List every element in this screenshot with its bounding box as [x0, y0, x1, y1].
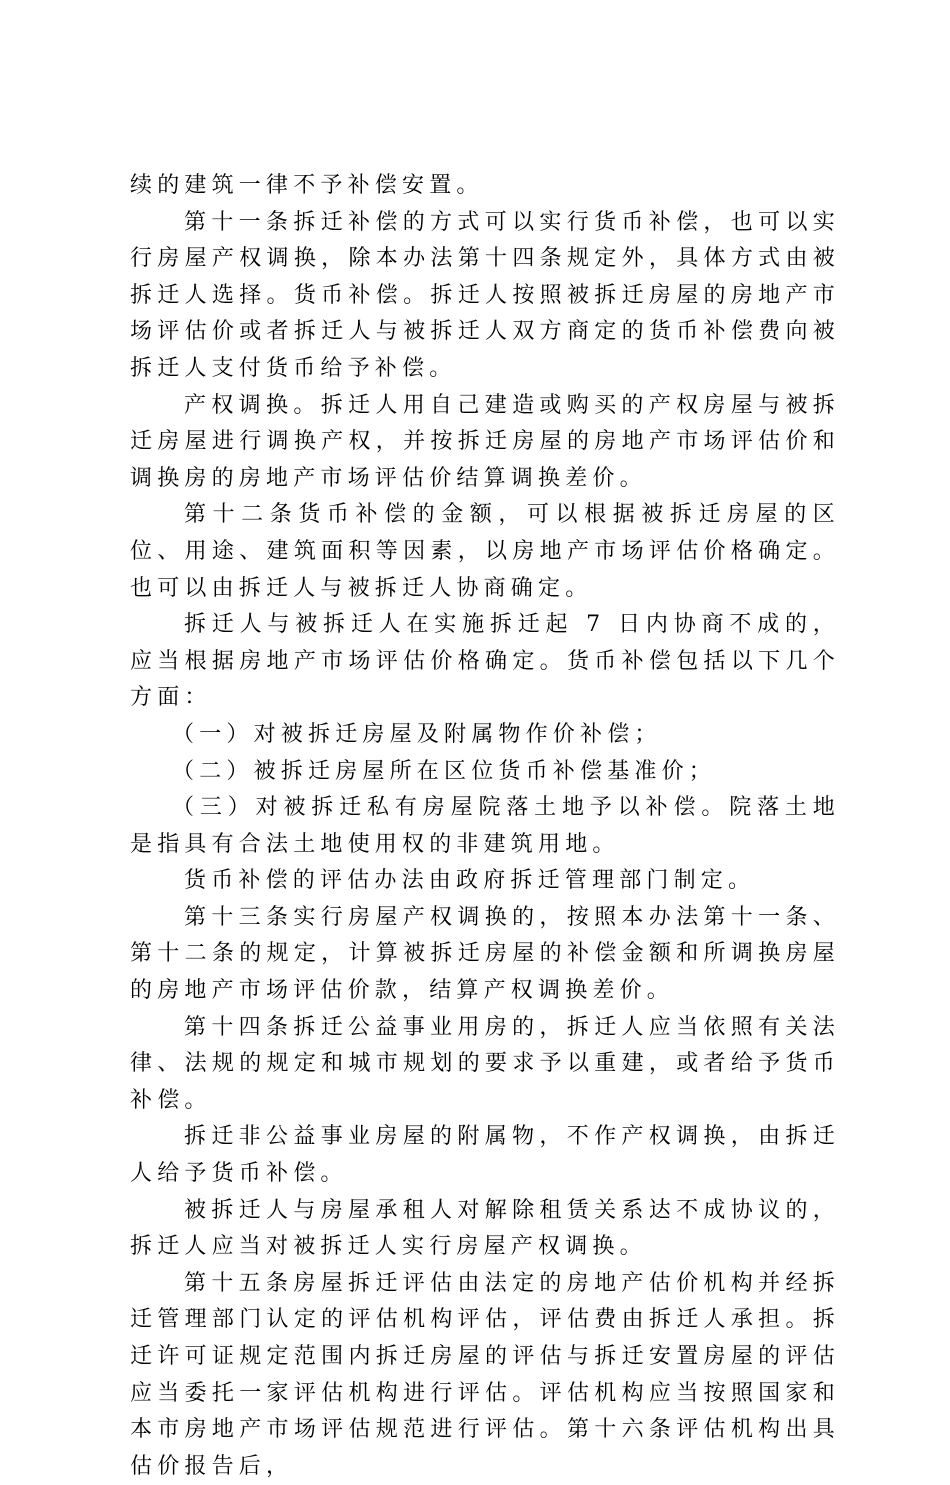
paragraph-article-12: 第十二条货币补偿的金额，可以根据被拆迁房屋的区位、用途、建筑面积等因素，以房地产市场评估价格确定。也可以由拆迁人与被拆迁人协商确定。 — [130, 502, 840, 601]
paragraph-negotiation: 拆迁人与被拆迁人在实施拆迁起 7 日内协商不成的，应当根据房地产市场评估价格确定。货币补偿包括以下几个方面： — [130, 612, 840, 711]
document-body — [130, 168, 840, 1485]
paragraph-non-public-attachments: 拆迁非公益事业房屋的附属物，不作产权调换，由拆迁人给予货币补偿。 — [130, 1124, 840, 1187]
paragraph-property-exchange: 产权调换。拆迁人用自己建造或购买的产权房屋与被拆迁房屋进行调换产权，并按拆迁房屋的房地产市场评估价和调换房的房地产市场评估价结算调换差价。 — [130, 392, 840, 491]
paragraph-evaluation-method: 货币补偿的评估办法由政府拆迁管理部门制定。 — [184, 868, 756, 894]
paragraph-article-14: 第十四条拆迁公益事业用房的，拆迁人应当依照有关法律、法规的规定和城市规划的要求予以重建，或者给予货币补偿。 — [130, 1014, 840, 1113]
list-item-2: （二）被拆迁房屋所在区位货币补偿基准价； — [172, 758, 717, 784]
paragraph-article-15: 第十五条房屋拆迁评估由法定的房地产估价机构并经拆迁管理部门认定的评估机构评估，评估费由拆迁人承担。拆迁许可证规定范围内拆迁房屋的评估与拆迁安置房屋的评估应当委托一家评估机构进行评估。评估机构应当按照国家和本市房地产市场评估规范进行评估。第十六条评估机构出具估价报告后， — [130, 1270, 840, 1479]
list-item-3: （三）对被拆迁私有房屋院落土地予以补偿。院落土地是指具有合法土地使用权的非建筑用地。 — [130, 795, 840, 857]
paragraph-article-13: 第十三条实行房屋产权调换的，按照本办法第十一条、第十二条的规定，计算被拆迁房屋的补偿金额和所调换房屋的房地产市场评估价款，结算产权调换差价。 — [130, 904, 840, 1004]
paragraph-article-11: 第十一条拆迁补偿的方式可以实行货币补偿，也可以实行房屋产权调换，除本办法第十四条规定外，具体方式由被拆迁人选择。货币补偿。拆迁人按照被拆迁房屋的房地产市场评估价或者拆迁人与被拆迁人双方商定的货币补偿费向被拆迁人支付货币给予补偿。 — [130, 209, 840, 381]
paragraph-tenant-agreement: 被拆迁人与房屋承租人对解除租赁关系达不成协议的，拆迁人应当对被拆迁人实行房屋产权调换。 — [130, 1197, 840, 1260]
paragraph-continuation: 续的建筑一律不予补偿安置。 — [130, 173, 484, 198]
list-item-1: （一）对被拆迁房屋及附属物作价补偿； — [172, 721, 662, 747]
